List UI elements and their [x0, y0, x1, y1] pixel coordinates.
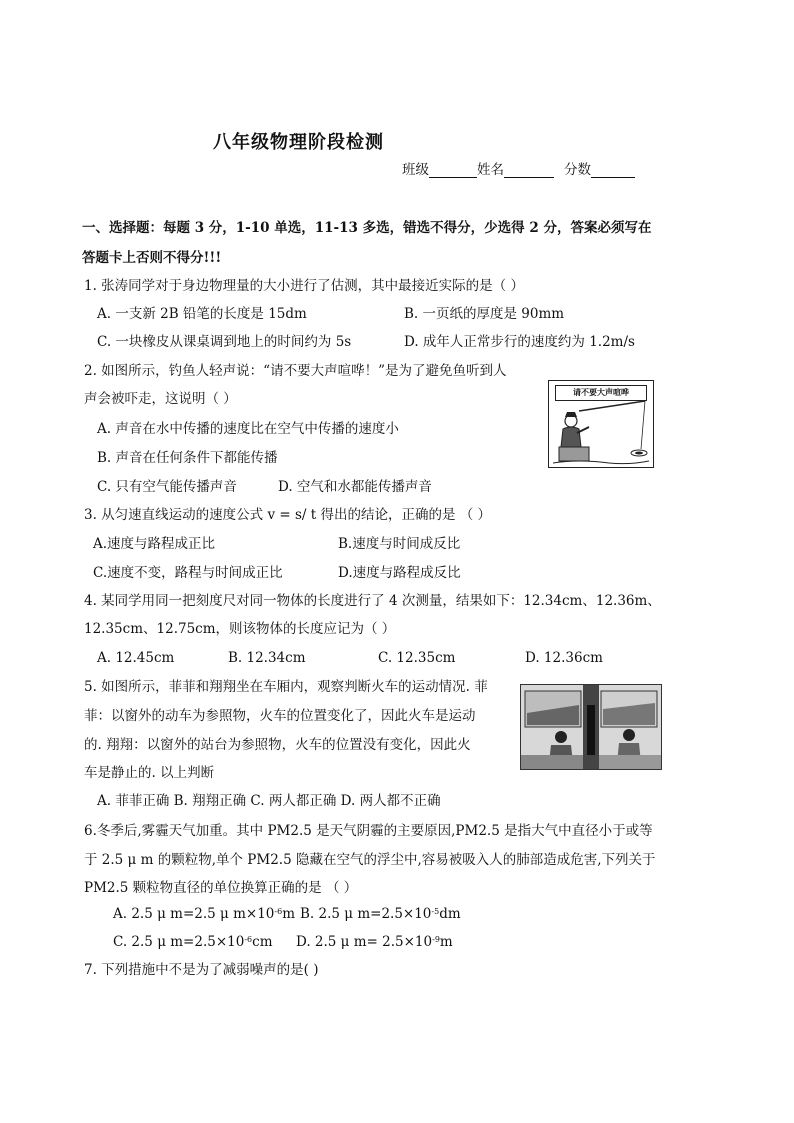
q1-option-d: D. 成年人正常步行的速度约为 1.2m/s	[404, 334, 635, 350]
q1-option-c: C. 一块橡皮从课桌调到地上的时间约为 5s	[97, 334, 352, 350]
fisherman-figure	[548, 380, 654, 468]
q1-option-a: A. 一支新 2B 铅笔的长度是 15dm	[97, 306, 307, 322]
q2-option-b: B. 声音在任何条件下都能传播	[97, 450, 278, 466]
q6-option-c	[113, 934, 273, 950]
q4-stem-line2: 12.35cm、12.75cm，则该物体的长度应记为（ ）	[84, 621, 396, 637]
q6-c-unit: cm	[252, 934, 273, 950]
student-info-line	[402, 162, 635, 178]
q6-d-unit: m	[439, 934, 453, 950]
class-blank[interactable]	[429, 163, 477, 178]
q2-stem-line2: 声会被吓走，这说明（ ）	[84, 391, 237, 407]
q4-option-c: C. 12.35cm	[378, 650, 456, 666]
q6-b-exponent: -5	[431, 907, 440, 916]
q6-a-unit: m	[282, 906, 295, 922]
q1-stem: 1. 张涛同学对于身边物理量的大小进行了估测，其中最接近实际的是（ ）	[84, 278, 524, 294]
q3-option-a: A.速度与路程成正比	[93, 536, 216, 552]
q6-stem-line2: 于 2.5 μ m 的颗粒物,单个 PM2.5 隐藏在空气的浮尘中,容易被吸入人的肺部造成危害,下列关于	[84, 852, 656, 868]
q6-option-b	[300, 906, 461, 922]
q6-option-d	[296, 934, 453, 950]
train-drawing	[521, 685, 661, 769]
q6-stem-line3: PM2.5 颗粒物直径的单位换算正确的是 （ ）	[84, 880, 358, 896]
q5-stem-line2: 菲：以窗外的动车为参照物，火车的位置变化了，因此火车是运动	[84, 708, 476, 724]
q3-option-b: B.速度与时间成反比	[338, 536, 461, 552]
q6-b-unit: dm	[439, 906, 461, 922]
score-blank[interactable]	[591, 163, 635, 178]
q2-stem-line1: 2. 如图所示，钓鱼人轻声说：“请不要大声喧哗！”是为了避免鱼听到人	[84, 363, 507, 379]
q6-a-text: A. 2.5 μ m=2.5 μ m×10	[113, 906, 275, 922]
q3-option-d: D.速度与路程成反比	[338, 565, 461, 581]
page-title: 八年级物理阶段检测	[213, 132, 384, 153]
speech-bubble: 请不要大声喧哗	[555, 385, 647, 401]
q6-a-exponent: -6	[274, 907, 283, 916]
q7-stem: 7. 下列措施中不是为了减弱噪声的是( )	[84, 962, 319, 978]
q6-d-text: D. 2.5 μ m= 2.5×10	[296, 934, 433, 950]
q6-b-text: B. 2.5 μ m=2.5×10	[300, 906, 432, 922]
q5-stem-line3: 的. 翔翔：以窗外的站台为参照物，火车的位置没有变化，因此火	[84, 737, 471, 753]
q6-c-exponent: -6	[244, 935, 253, 944]
q2-option-a: A. 声音在水中传播的速度比在空气中传播的速度小	[97, 421, 399, 437]
fisherman-drawing	[549, 381, 653, 467]
q2-option-d: D. 空气和水都能传播声音	[278, 479, 432, 495]
q5-stem-line4: 车是静止的. 以上判断	[84, 765, 215, 781]
q4-option-a: A. 12.45cm	[97, 650, 175, 666]
q6-option-a	[113, 906, 295, 922]
q4-option-b: B. 12.34cm	[228, 650, 306, 666]
q6-d-exponent: -9	[432, 935, 440, 944]
q6-stem-line1: 6.冬季后,雾霾天气加重。其中 PM2.5 是天气阴霾的主要原因,PM2.5 是指大气中直径小于或等	[84, 823, 653, 839]
name-blank[interactable]	[504, 163, 554, 178]
q3-option-c: C.速度不变，路程与时间成正比	[93, 565, 283, 581]
q6-c-text: C. 2.5 μ m=2.5×10	[113, 934, 245, 950]
section-instructions-line1: 一、选择题：每题 3 分，1-10 单选，11-13 多选，错选不得分，少选得 2 分，答案必须写在	[82, 220, 652, 236]
name-label: 姓名	[477, 162, 504, 178]
q2-option-c: C. 只有空气能传播声音	[97, 479, 237, 495]
q4-option-d: D. 12.36cm	[525, 650, 603, 666]
class-label: 班级	[402, 162, 429, 178]
score-label: 分数	[564, 162, 591, 178]
q1-option-b: B. 一页纸的厚度是 90mm	[404, 306, 565, 322]
q4-stem-line1: 4. 某同学用同一把刻度尺对同一物体的长度进行了 4 次测量，结果如下：12.34cm、12.36m、	[84, 593, 661, 609]
q5-options: A. 菲菲正确 B. 翔翔正确 C. 两人都正确 D. 两人都不正确	[97, 793, 441, 809]
q3-stem: 3. 从匀速直线运动的速度公式 v = s/ t 得出的结论，正确的是 （ ）	[84, 507, 492, 523]
q5-stem-line1: 5. 如图所示，菲菲和翔翔坐在车厢内，观察判断火车的运动情况. 菲	[84, 679, 488, 695]
section-instructions-line2: 答题卡上否则不得分!!!	[82, 250, 222, 266]
train-figure	[520, 684, 662, 770]
